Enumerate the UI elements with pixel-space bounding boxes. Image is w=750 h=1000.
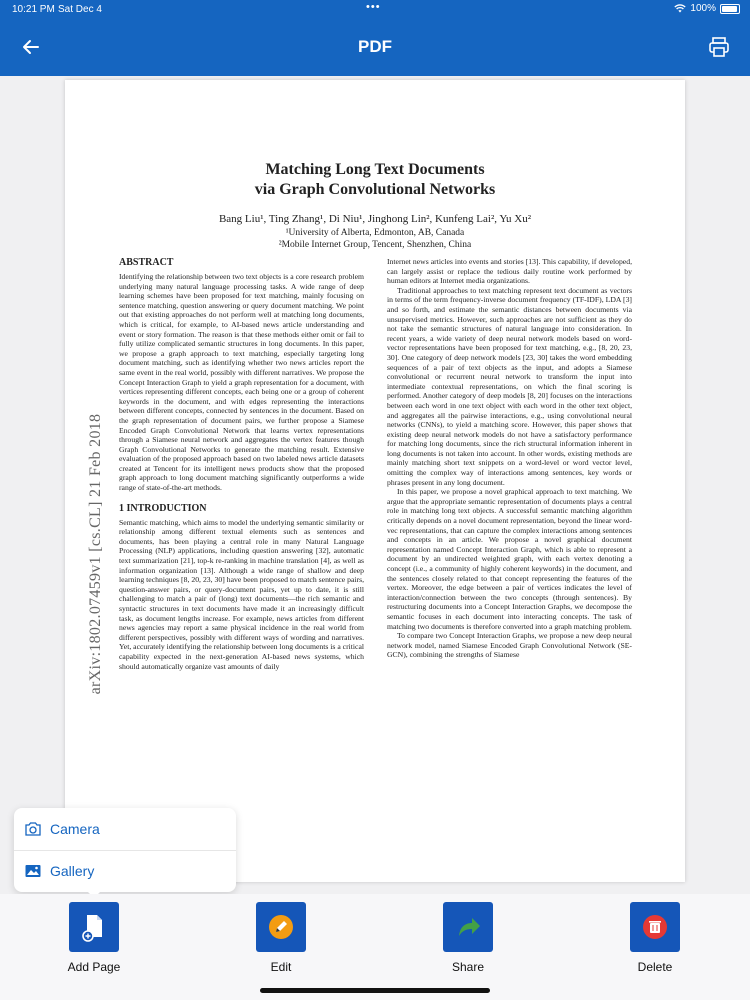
status-time: 10:21 PM [12, 4, 55, 15]
pdf-viewer[interactable] [0, 76, 750, 894]
pdf-page[interactable] [65, 80, 685, 882]
paper-title-line-1: Matching Long Text Documents [265, 161, 485, 178]
menu-item-gallery[interactable] [14, 850, 236, 892]
status-right [674, 3, 740, 14]
delete-button[interactable] [605, 902, 705, 974]
edit-label: Edit [270, 960, 292, 974]
status-date: Sat Dec 4 [58, 4, 102, 15]
paper-authors: Bang Liu¹, Ting Zhang¹, Di Niu¹, Jinghong Lin², Kunfeng Lai², Yu Xu² [218, 213, 532, 225]
introduction-heading: 1 INTRODUCTION [119, 502, 207, 514]
home-indicator[interactable] [260, 988, 490, 993]
add-page-label: Add Page [67, 960, 121, 974]
share-button[interactable] [418, 902, 518, 974]
right-paragraph-1: Internet news articles into events and stories [13]. This capability, if developed, can largely assist or replace the tedious daily routine work performed by human editors at Internet media organizations. [387, 257, 632, 286]
share-icon [443, 902, 493, 952]
battery-percent: 100% [690, 3, 716, 14]
paper-title-line-2: via Graph Convolutional Networks [254, 181, 496, 198]
delete-label: Delete [637, 960, 673, 974]
gallery-icon [24, 863, 42, 879]
share-button-tile[interactable] [443, 902, 493, 952]
right-paragraph-3: In this paper, we propose a novel graphical approach to text matching. We argue that the appropriate semantic representation of documents plays a central role in matching long text objects. A successful semantic matching algorithm critically depends on a novel document representation, beyond the linear word-vec representations, that can capture the complex interactions among sentences and concepts in an article. We propose a novel graphical document representation named Concept Interaction Graph, which is able to represent a document by an undirected weighted graph, with each vertex denoting a concept (i.e., a community of highly coherent keywords) in the document, and the sentences closely related to that concept representing the features of the vertex. Moreover, the edge between a pair of vertices indicates the level of interaction/connection between the two concepts (through sentences). By restructuring documents into a Concept Interaction Graphs, we decompose the semantic focuses in each document into interacting concepts. The task of matching two documents is therefore converted into a graph matching problem. [387, 487, 632, 631]
add-page-menu [14, 808, 236, 892]
add-page-icon [69, 902, 119, 952]
add-page-button[interactable] [44, 902, 144, 974]
camera-icon [24, 821, 42, 837]
arxiv-identifier: arXiv:1802.07459v1 [cs.CL] 21 Feb 2018 [87, 413, 104, 695]
app-header [0, 18, 750, 76]
paper-affiliation-1: ¹University of Alberta, Edmonton, AB, Canada [285, 228, 465, 238]
page-title: PDF [358, 37, 392, 56]
delete-button-tile[interactable] [630, 902, 680, 952]
paper-right-column [387, 257, 632, 660]
share-label: Share [451, 960, 485, 974]
edit-icon [256, 902, 306, 952]
status-bar [0, 0, 750, 18]
menu-item-camera[interactable] [14, 808, 236, 851]
introduction-text: Semantic matching, which aims to model the underlying semantic similarity or relationship among different textual elements such as sentences and documents, has been playing a central role in many Natural Language Processing (NLP) applications, including question answering [32], automatic text summarization [21], top-k re-ranking in machine translation [4], as well as information organization [13]. Although a wide range of shallow and deep learning techniques [8, 20, 23, 30] have been proposed to match sentence pairs, question-answer pairs, or query-document pairs, yet up to date, it is still challenging to match a pair of (long) text documents—the rich semantic and syntactic structures in text documents have made it an increasingly difficult task, as document lengths increase. For example, news articles from different news agencies may report a same physical incidence in the real world from different perspectives, possibly with different ways of wording and narratives. Yet, accurately identifying the relationship between long documents is a critical capability expected in the next-generation AI-based news systems, which should automatically organize vast amounts of daily [119, 517, 364, 671]
abstract-heading: ABSTRACT [119, 257, 174, 268]
bottom-action-bar [0, 894, 750, 1000]
paper-left-column [119, 257, 364, 671]
abstract-text: Identifying the relationship between two text objects is a core research problem underlying many natural language processing tasks. A wide range of deep learning schemes have been proposed for text matching, mainly focusing on sentence matching, question answering or query document matching. We point out that existing approaches do not perform well at matching long documents, which is critical, for example, to AI-based news article understanding and event or story formation. The reason is that these methods either omit or fail to fully utilize complicated semantic structures in long documents. In this paper, we propose a graph approach to text matching, especially targeting long document matching, such as identifying whether two news articles report the same event in the real world, possibly with different narratives. We propose the Concept Interaction Graph to yield a graph representation for a document, with vertices representing different concepts, each being one or a group of coherent keywords in the document, and with edges representing the interactions between different concepts, connected by sentences in the document. Based on the graph representation of document pairs, we further propose a Siamese Encoded Graph Convolutional Network that learns vertex representations through a Siamese neural network and aggregates the vertex features though Graph Convolutional Networks to generate the matching result. Extensive evaluation of the proposed approach based on two labeled news article datasets created at Tencent for its intelligent news products show that the proposed graph approach to long document matching significantly outperforms a wide range of state-of-the-art methods. [119, 272, 364, 493]
delete-icon [630, 902, 680, 952]
paper-affiliation-2: ²Mobile Internet Group, Tencent, Shenzhen, China [278, 240, 472, 250]
print-icon[interactable] [706, 34, 732, 60]
right-paragraph-4: To compare two Concept Interaction Graphs, we propose a new deep neural network model, named Siamese Encoded Graph Convolutional Network (SE-GCN), combining the strengths of Siamese [387, 631, 632, 660]
edit-button-tile[interactable] [256, 902, 306, 952]
menu-item-camera-label: Camera [50, 821, 100, 837]
edit-button[interactable] [231, 902, 331, 974]
right-paragraph-2: Traditional approaches to text matching represent text document as vectors in terms of the term frequency-inverse document frequency (TF-IDF), LDA [3] and so forth, and estimate the semantic distances between documents via unsupervised metrics. However, such approaches are not sufficient as they do not take the semantic structures of natural language into consideration. In recent years, a wide variety of deep neural network models based on word-vector representations have been proposed for text matching, e.g., [8, 20, 23, 30]. One category of deep network models [23, 30] takes the word embedding sequences of a pair of text objects as the input, and adopts a Siamese convolutional or recurrent neural network to transform the input into intermediate contextual representations, on which the final scoring is performed. Another category of deep models [8, 20] focuses on the interactions between each word in one text object with each word in the other text object, and aggregates all the pairwise interactions, e.g., using convolutional neural networks (CNNs), to yield a matching score. However, this paper shows that existing deep neural network models do not have a satisfactory performance for matching long documents, since the rich structural information inherent in long documents is not taken into account. In other words, existing methods are mainly matching short text snippets on a word-level or word vector level, omitting the complex way of interactions among sentences, key words or phrases present in any long document. [387, 285, 632, 487]
menu-item-gallery-label: Gallery [50, 863, 95, 879]
add-page-button-tile[interactable] [69, 902, 119, 952]
multitasking-dots-icon[interactable]: ••• [366, 1, 381, 13]
battery-icon [720, 4, 740, 14]
paper-title [65, 160, 685, 200]
wifi-icon [674, 4, 686, 13]
